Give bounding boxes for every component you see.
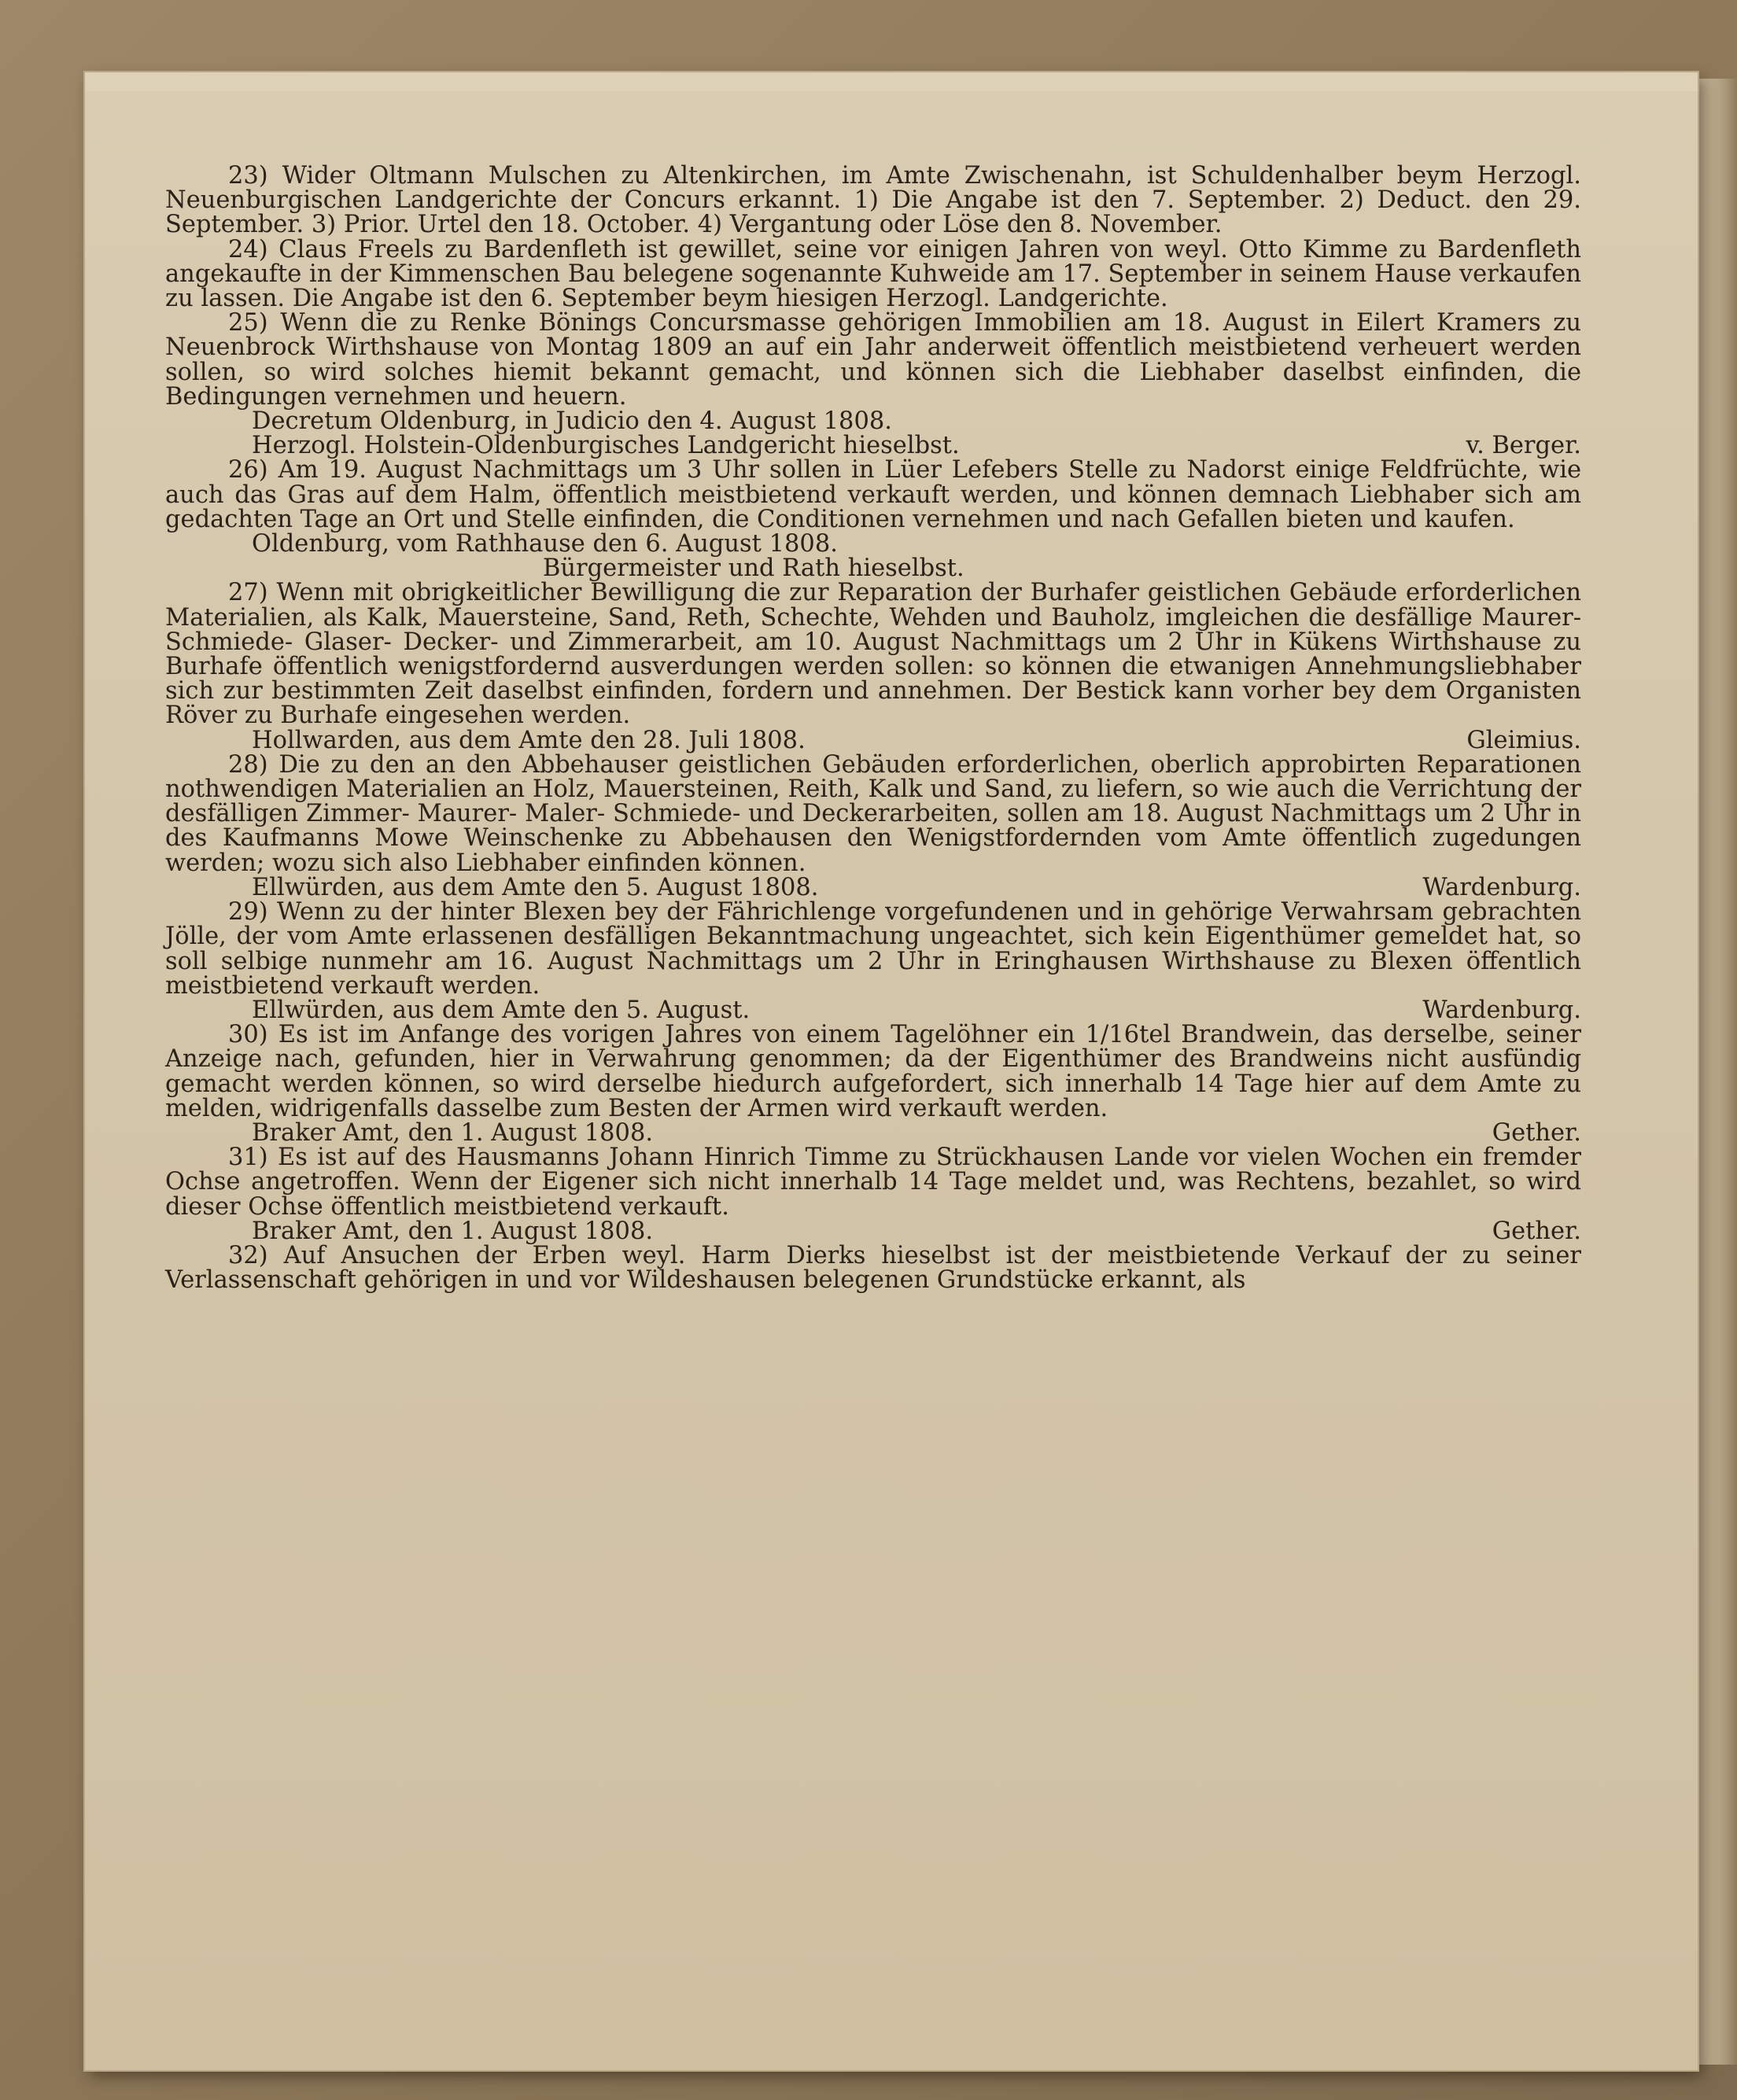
entry-25-court: Herzogl. Holstein-Oldenburgisches Landgericht hieselbst. [252,432,960,460]
document-body [165,162,1581,1295]
entry-27-place: Hollwarden, aus dem Amte den 28. Juli 1808. [252,726,806,754]
entry-31: 31) Es ist auf des Hausmanns Johann Hinrich Timme zu Strückhausen Lande vor vielen Wochen ein fremder Ochse angetroffen. Wenn der Eigener sich nicht innerhalb 14 Tage meldet und, was Rechtens, bezahlet, so wird dieser Ochse öffentlich meistbietend verkauft. [165,1144,1581,1221]
entry-27-signer: Gleimius. [1466,726,1581,754]
entry-24: 24) Claus Freels zu Bardenfleth ist gewillet, seine vor einigen Jahren von weyl. Otto Kimme zu Bardenfleth angekaufte in der Kimmenschen Bau belegene sogenannte Kuhweide am 17. September in seinem Hause verkaufen zu lassen. Die Angabe ist den 6. September beym hiesigen Herzogl. Landgerichte. [165,235,1581,313]
entry-25-signature-line [165,433,1581,458]
entry-30-signature-line [165,1118,1581,1147]
entry-32: 32) Auf Ansuchen der Erben weyl. Harm Dierks hieselbst ist der meistbietende Verkauf der zu seiner Verlassenschaft gehörigen in und vor Wildeshausen belegenen Grundstücke erkannt, als [165,1241,1581,1295]
entry-29-signature-line [165,998,1581,1022]
entry-31-signature-line [165,1219,1581,1243]
entry-25-signer: v. Berger. [1466,432,1581,460]
entry-29-place: Ellwürden, aus dem Amte den 5. August. [252,996,750,1024]
entry-31-signer: Gether. [1492,1217,1581,1245]
entry-29-signer: Wardenburg. [1422,996,1581,1024]
entry-28-signature-line [165,875,1581,900]
entry-25-place: Decretum Oldenburg, in Judicio den 4. August 1808. [252,407,892,436]
entry-31-place: Braker Amt, den 1. August 1808. [252,1217,654,1245]
entry-25: 25) Wenn die zu Renke Bönings Concursmasse gehörigen Immobilien am 18. August in Eilert Kramers zu Neuenbrock Wirthshause von Montag 1809 an auf ein Jahr anderweit öffentlich meistbietend verheuert werden sollen, so wird solches hiemit bekannt gemacht, und können sich die Liebhaber daselbst einfinden, die Bedingungen vernehmen und heuern. [165,309,1581,411]
page-top-margin [85,72,1698,91]
entry-26: 26) Am 19. August Nachmittags um 3 Uhr sollen in Lüer Lefebers Stelle zu Nadorst einige Feldfrüchte, wie auch das Gras auf dem Halm, öffentlich meistbietend verkauft werden, und können demnach Liebhaber sich am gedachten Tage an Ort und Stelle einfinden, die Conditionen vernehmen und nach Gefallen bieten und kaufen. [165,456,1581,533]
entry-30: 30) Es ist im Anfange des vorigen Jahres von einem Tagelöhner ein 1/16tel Brandwein, das derselbe, seiner Anzeige nach, gefunden, hier in Verwahrung genommen; da der Eigenthümer des Brandweins nicht ausfündig gemacht werden können, so wird derselbe hiedurch aufgefordert, sich innerhalb 14 Tage hier auf dem Amte zu melden, widrigenfalls dasselbe zum Besten der Armen wird verkauft werden. [165,1021,1581,1122]
entry-30-place: Braker Amt, den 1. August 1808. [252,1118,654,1147]
entry-23: 23) Wider Oltmann Mulschen zu Altenkirchen, im Amte Zwischenahn, ist Schuldenhalber beym Herzogl. Neuenburgischen Landgerichte der Concurs erkannt. 1) Die Angabe ist den 7. September. 2) Deduct. den 29. September. 3) Prior. Urtel den 18. October. 4) Vergantung oder Löse den 8. November. [165,162,1581,239]
entry-26-signer: Bürgermeister und Rath hieselbst. [543,554,964,583]
entry-28-place: Ellwürden, aus dem Amte den 5. August 1808. [252,873,819,901]
page-stack-edge [1698,79,1737,2065]
entry-27-signature-line [165,728,1581,753]
entry-28: 28) Die zu den an den Abbehauser geistlichen Gebäuden erforderlichen, oberlich approbirten Reparationen nothwendigen Materialien an Holz, Mauersteinen, Reith, Kalk und Sand, zu liefern, so wie auch die Verrichtung der desfälligen Zimmer- Maurer- Maler- Schmiede- und Deckerarbeiten, sollen am 18. August Nachmittags um 2 Uhr in des Kaufmanns Mowe Weinschenke zu Abbehausen den Wenigstfordernden vom Amte öffentlich zugedungen werden; wozu sich also Liebhaber einfinden können. [165,750,1581,877]
entry-28-signer: Wardenburg. [1422,873,1581,901]
entry-27: 27) Wenn mit obrigkeitlicher Bewilligung die zur Reparation der Burhafer geistlichen Gebäude erforderlichen Materialien, als Kalk, Mauersteine, Sand, Reth, Schechte, Wehden und Bauholz, imgleichen die desfällige Maurer- Schmiede- Glaser- Decker- und Zimmerarbeit, am 10. August Nachmittags um 2 Uhr in Kükens Wirthshause zu Burhafe öffentlich wenigstfordernd ausverdungen werden sollen: so können die etwanigen Annehmungsliebhaber sich zur bestimmten Zeit daselbst einfinden, fordern und annehmen. Der Bestick kann vorher bey dem Organisten Röver zu Burhafe eingesehen werden. [165,579,1581,730]
entry-30-signer: Gether. [1492,1118,1581,1147]
entry-29: 29) Wenn zu der hinter Blexen bey der Fährichlenge vorgefundenen und in gehörige Verwahrsam gebrachten Jölle, der vom Amte erlassenen desfälligen Bekanntmachung ungeachtet, sich kein Eigenthümer gemeldet hat, so soll selbige nunmehr am 16. August Nachmittags um 2 Uhr in Eringhausen Wirthshause zu Blexen öffentlich meistbietend verkauft werden. [165,898,1581,1000]
entry-26-place: Oldenburg, vom Rathhause den 6. August 1808. [252,530,838,558]
